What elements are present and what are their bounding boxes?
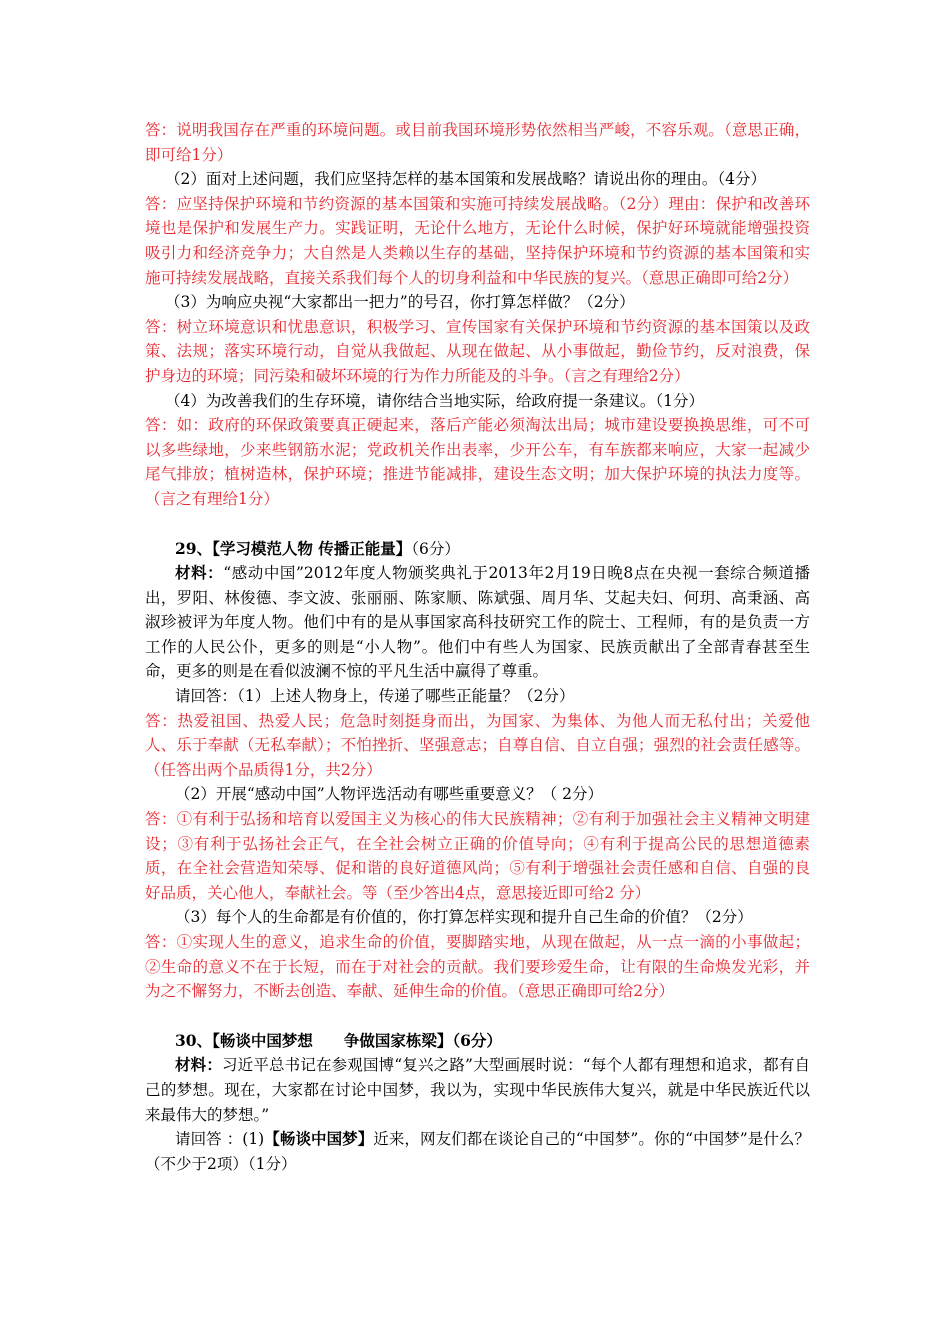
- q29-question-1: 请回答：（1）上述人物身上，传递了哪些正能量？（2分）: [175, 687, 575, 706]
- q29-answer-3: 答：①实现人生的意义，追求生命的价值，要脚踏实地，从现在做起，从一点一滴的小事做起；②生命的意义不在于长短，而在于对社会的贡献。我们要珍爱生命，让有限的生命焕发光彩，并为之不懈努力，不断去创造、奉献、延伸生命的价值。（意思正确即可给2分）: [145, 933, 810, 1001]
- q29-score: （6分）: [411, 539, 460, 558]
- q30-material-label: 材料：: [175, 1055, 222, 1075]
- q28-question-2: （2）面对上述问题，我们应坚持怎样的基本国策和发展战略？请说出你的理由。（4分）: [165, 170, 766, 189]
- q29-heading: [145, 537, 810, 562]
- q29-material-text: “感动中国”2012年度人物颁奖典礼于2013年2月19日晚8点在央视一套综合频道播出，罗阳、林俊德、李文波、张丽丽、陈家顺、陈斌强、周月华、艾起夫妇、何玥、高秉涵、高淑珍被评为年度人物。他们中有的是从事国家高科技研究工作的院士、工程师，有的是负责一方工作的人民公仆，更多的则是“小人物”。他们中有些人为国家、民族贡献出了全部青春甚至生命，更多的则是在看似波澜不惊的平凡生活中赢得了尊重。: [145, 564, 810, 681]
- q29-number: 29、: [175, 538, 213, 558]
- q29-title: 【学习模范人物 传播正能量】: [212, 538, 412, 558]
- q29-question-2: （2）开展“感动中国”人物评选活动有哪些重要意义？（ 2分）: [175, 785, 604, 804]
- q30-question-1-text: 近来，网友们都在谈论自己的“中国梦”。你的“中国梦”是什么？（不少于2项）（1分）: [145, 1130, 810, 1173]
- q30-question-1-prefix: 请回答 ：(1): [175, 1130, 265, 1149]
- q30-material: [145, 1053, 810, 1127]
- q28-question-4: （4）为改善我们的生存环境，请你结合当地实际，给政府提一条建议。（1分）: [165, 391, 704, 410]
- q30-question-1-bold: 【畅谈中国梦】: [264, 1129, 374, 1149]
- q29-answer-2: 答：①有利于弘扬和培育以爱国主义为核心的伟大民族精神；②有利于加强社会主义精神文明建设；③有利于弘扬社会正气，在全社会树立正确的价值导向；④有利于提高公民的思想道德素质，在全社会营造知荣辱、促和谐的良好道德风尚；⑤有利于增强社会责任感和自信、自强的良好品质，关心他人，奉献社会。等（至少答出4点，意思接近即可给2 分）: [145, 810, 810, 902]
- q28-answer-2: 答：应坚持保护环境和节约资源的基本国策和实施可持续发展战略。（2分）理由：保护和改善环境也是保护和发展生产力。实践证明，无论什么地方，无论什么时候，保护好环境就能增强投资吸引力和经济竞争力；大自然是人类赖以生存的基础，坚持保护环境和节约资源的基本国策和实施可持续发展战略，直接关系我们每个人的切身利益和中华民族的复兴。（意思正确即可给2分）: [145, 194, 810, 287]
- q30-heading: [145, 1029, 810, 1054]
- q30-score: （6分）: [452, 1030, 502, 1050]
- q29-material: [145, 561, 810, 684]
- q29-material-label: 材料：: [175, 563, 224, 583]
- q28-question-3: （3）为响应央视“大家都出一把力”的号召，你打算怎样做？（2分）: [165, 293, 635, 312]
- q28-answer-1: 答：说明我国存在严重的环境问题。或目前我国环境形势依然相当严峻，不容乐观。（意思正确，即可给1分）: [145, 121, 810, 164]
- q29-answer-1: [145, 709, 810, 783]
- q30-material-text: 习近平总书记在参观国博“复兴之路”大型画展时说：“每个人都有理想和追求，都有自己的梦想。现在，大家都在讨论中国梦，我以为，实现中华民族伟大复兴，就是中华民族近代以来最伟大的梦想。”: [145, 1056, 810, 1124]
- q30-title: 【畅谈中国梦想 争做国家栋梁】: [212, 1030, 453, 1050]
- q28-answer-4: 答：如：政府的环保政策要真正硬起来，落后产能必须淘汰出局；城市建设要换换思维，可不可以多些绿地，少来些钢筋水泥；党政机关作出表率，少开公车，有车族都来响应，大家一起减少尾气排放；植树造林，保护环境；推进节能减排，建设生态文明；加大保护环境的执法力度等。（言之有理给1分）: [145, 416, 810, 508]
- q29-answer-1-text: 答：热爱祖国、热爱人民；危急时刻挺身而出，为国家、为集体、为他人而无私付出；关爱他人、乐于奉献（无私奉献）；不怕挫折、坚强意志；自尊自信、自立自强；强烈的社会责任感等。（任答出两个品质得1分，共2分）: [145, 711, 810, 779]
- q30-number: 30、: [175, 1030, 213, 1050]
- q28-answer-3: 答：树立环境意识和忧患意识，积极学习、宣传国家有关保护环境和节约资源的基本国策以及政策、法规；落实环境行动，自觉从我做起、从现在做起、从小事做起，勤俭节约，反对浪费，保护身边的环境；同污染和破坏环境的行为作力所能及的斗争。（言之有理给2分）: [145, 317, 810, 385]
- q29-question-3: （3）每个人的生命都是有价值的，你打算怎样实现和提升自己生命的价值？（2分）: [175, 908, 753, 927]
- q30-question-1: [145, 1127, 810, 1176]
